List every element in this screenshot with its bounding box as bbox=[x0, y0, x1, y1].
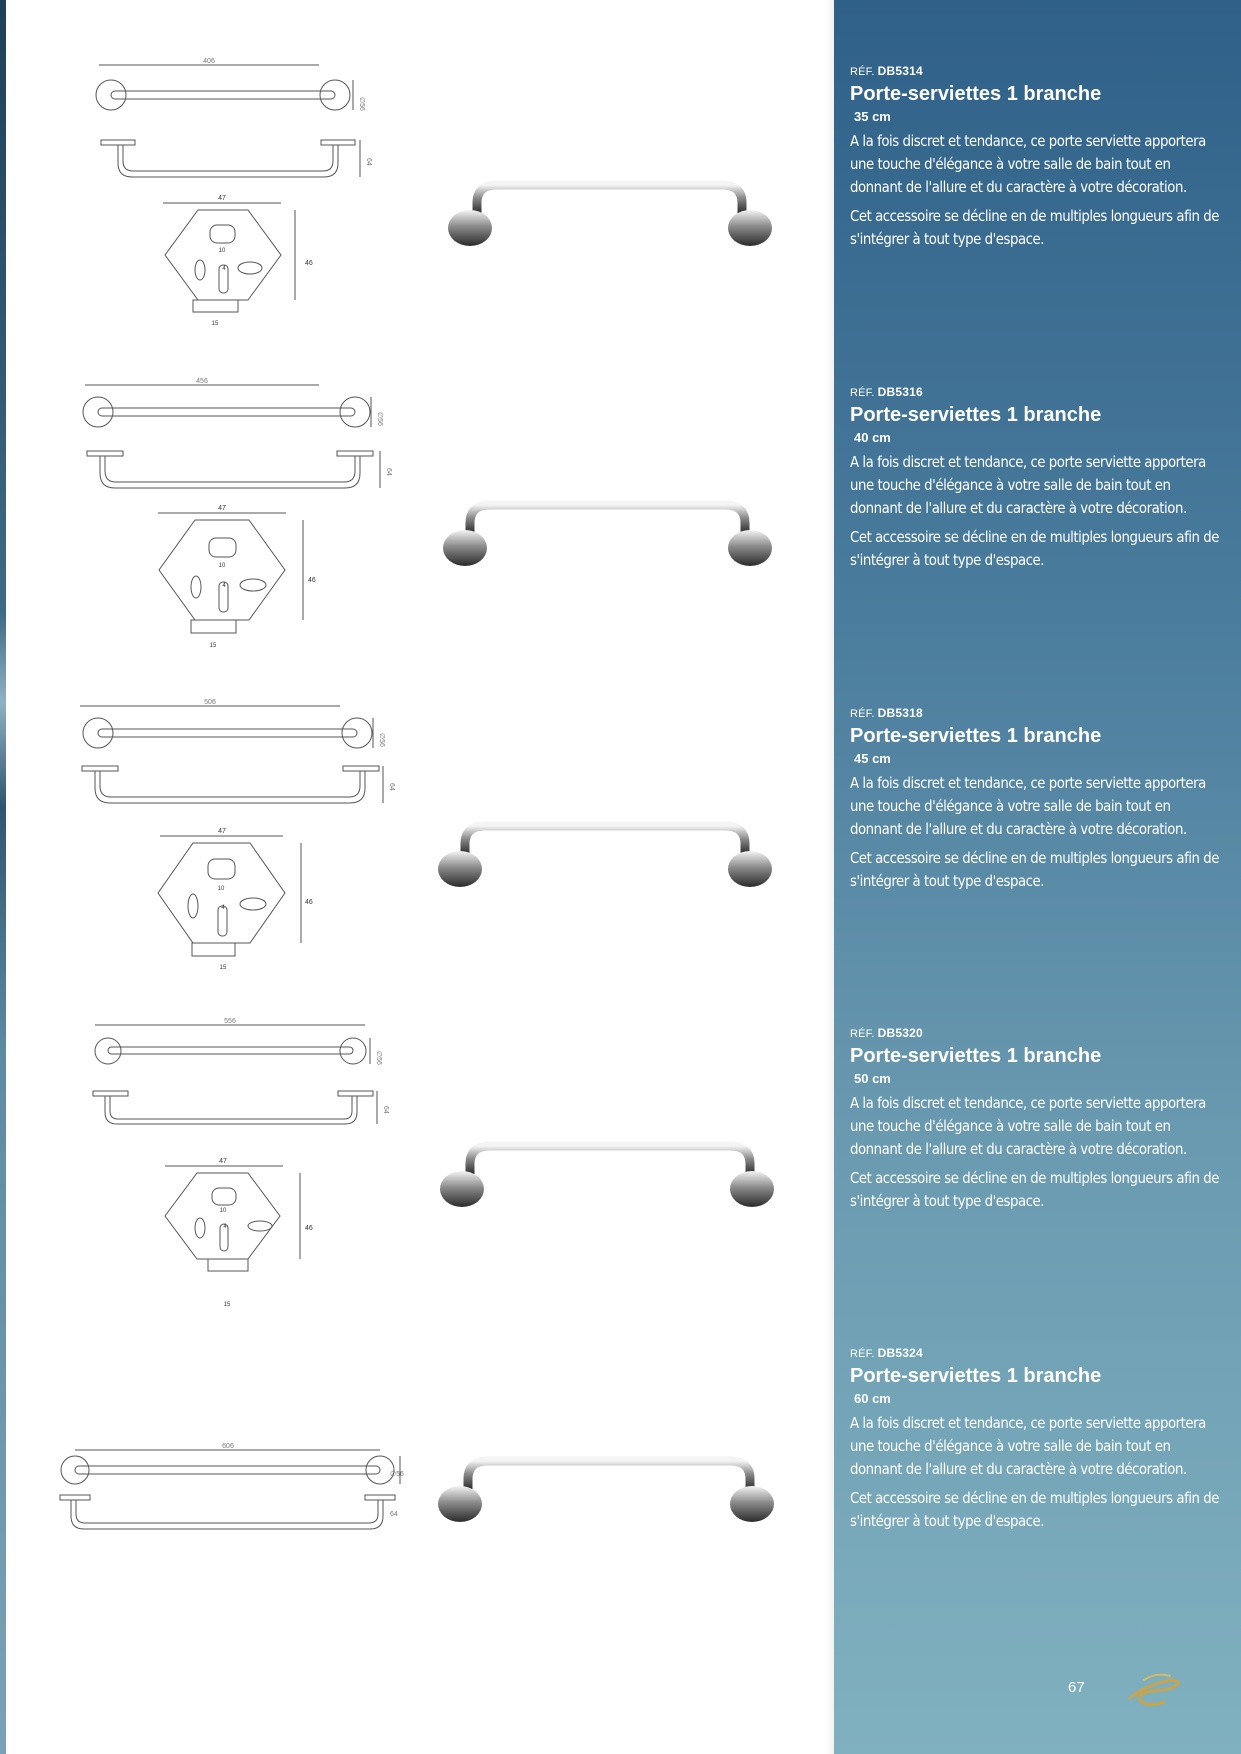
dim-base: 15 bbox=[209, 643, 217, 649]
product-size: 60 cm bbox=[854, 1391, 891, 1406]
product-description: A la fois discret et tendance, ce porte serviette apportera une touche d'élégance à votre salle de bain tout en donnant de l'allure et du caractère à votre décoration. bbox=[850, 1414, 1206, 1478]
product-ref: RÉF. DB5316 bbox=[850, 385, 923, 399]
technical-drawing bbox=[40, 1336, 404, 1656]
product-title: Porte-serviettes 1 branche bbox=[850, 725, 1102, 747]
page-number: 67 bbox=[1068, 1679, 1085, 1696]
dim-plate-width: 47 bbox=[218, 195, 226, 202]
product-info bbox=[850, 706, 1220, 899]
dim-slot: 4 bbox=[223, 1224, 227, 1230]
product-title: Porte-serviettes 1 branche bbox=[850, 404, 1102, 426]
product-description-variants: Cet accessoire se décline en de multiples longueurs afin de s'intégrer à tout type d'espace. bbox=[850, 849, 1219, 890]
technical-drawing bbox=[55, 696, 415, 1016]
dim-depth: 64 bbox=[390, 1511, 398, 1518]
dim-plate-width: 47 bbox=[218, 505, 226, 512]
product-photo bbox=[440, 173, 810, 253]
product-title: Porte-serviettes 1 branche bbox=[850, 1045, 1102, 1067]
product-title: Porte-serviettes 1 branche bbox=[850, 1365, 1102, 1387]
product-description-variants: Cet accessoire se décline en de multiples longueurs afin de s'intégrer à tout type d'espace. bbox=[850, 207, 1219, 248]
dim-length: 556 bbox=[224, 1018, 236, 1025]
product-info bbox=[850, 1026, 1220, 1219]
product-description-variants: Cet accessoire se décline en de multiples longueurs afin de s'intégrer à tout type d'espace. bbox=[850, 1169, 1219, 1210]
product-block-db5314 bbox=[0, 55, 1241, 375]
product-size: 45 cm bbox=[854, 751, 891, 766]
product-size: 50 cm bbox=[854, 1071, 891, 1086]
dim-depth: 64 bbox=[388, 783, 395, 791]
dim-plate-height: 46 bbox=[308, 577, 316, 584]
dim-plate-height: 46 bbox=[305, 899, 313, 906]
product-description: A la fois discret et tendance, ce porte serviette apportera une touche d'élégance à votre salle de bain tout en donnant de l'allure et du caractère à votre décoration. bbox=[850, 1094, 1206, 1158]
dim-slot: 4 bbox=[222, 266, 226, 272]
dim-plate-height: 46 bbox=[305, 260, 313, 267]
dim-depth: 64 bbox=[382, 1106, 389, 1114]
product-photo bbox=[440, 1134, 810, 1214]
product-description-variants: Cet accessoire se décline en de multiples longueurs afin de s'intégrer à tout type d'espace. bbox=[850, 1489, 1219, 1530]
product-block-db5320 bbox=[0, 1016, 1241, 1336]
technical-drawing bbox=[55, 1016, 415, 1336]
dim-diameter: ∅56 bbox=[390, 1471, 404, 1478]
product-description: A la fois discret et tendance, ce porte serviette apportera une touche d'élégance à votre salle de bain tout en donnant de l'allure et du caractère à votre décoration. bbox=[850, 132, 1206, 196]
dim-length: 406 bbox=[203, 58, 215, 65]
dim-base: 15 bbox=[219, 965, 227, 971]
dim-plate-width: 47 bbox=[218, 828, 226, 835]
dim-length: 506 bbox=[204, 699, 216, 706]
dim-base: 15 bbox=[223, 1302, 231, 1308]
dim-hole: 10 bbox=[218, 563, 226, 569]
product-block-db5324 bbox=[0, 1336, 1241, 1656]
dim-slot: 4 bbox=[221, 905, 225, 911]
product-block-db5318 bbox=[0, 696, 1241, 1016]
product-size: 35 cm bbox=[854, 109, 891, 124]
product-ref: RÉF. DB5324 bbox=[850, 1346, 923, 1360]
dim-hole: 10 bbox=[218, 248, 226, 254]
dim-base: 15 bbox=[211, 321, 219, 327]
dim-diameter: ∅56 bbox=[376, 412, 383, 426]
product-description-variants: Cet accessoire se décline en de multiples longueurs afin de s'intégrer à tout type d'espace. bbox=[850, 528, 1219, 569]
product-description: A la fois discret et tendance, ce porte serviette apportera une touche d'élégance à votre salle de bain tout en donnant de l'allure et du caractère à votre décoration. bbox=[850, 453, 1206, 517]
product-ref: RÉF. DB5320 bbox=[850, 1026, 923, 1040]
product-photo bbox=[440, 493, 810, 573]
dim-diameter: ∅56 bbox=[358, 97, 365, 111]
dim-hole: 10 bbox=[217, 886, 225, 892]
dim-length: 606 bbox=[222, 1443, 234, 1450]
product-title: Porte-serviettes 1 branche bbox=[850, 83, 1102, 105]
product-photo bbox=[440, 814, 810, 894]
product-info bbox=[850, 64, 1220, 257]
dim-slot: 4 bbox=[222, 583, 226, 589]
dim-plate-height: 46 bbox=[305, 1225, 313, 1232]
dim-plate-width: 47 bbox=[219, 1158, 227, 1165]
dim-depth: 64 bbox=[385, 468, 392, 476]
dim-diameter: ∅56 bbox=[378, 733, 385, 747]
product-ref: RÉF. DB5314 bbox=[850, 64, 923, 78]
technical-drawing bbox=[55, 55, 415, 375]
product-photo bbox=[440, 1449, 810, 1529]
product-info bbox=[850, 385, 1220, 578]
product-size: 40 cm bbox=[854, 430, 891, 445]
product-block-db5316 bbox=[0, 375, 1241, 695]
dim-diameter: ∅56 bbox=[375, 1051, 382, 1065]
dim-length: 456 bbox=[196, 378, 208, 385]
technical-drawing bbox=[55, 375, 415, 695]
product-description: A la fois discret et tendance, ce porte serviette apportera une touche d'élégance à votre salle de bain tout en donnant de l'allure et du caractère à votre décoration. bbox=[850, 774, 1206, 838]
dim-hole: 10 bbox=[219, 1208, 227, 1214]
product-ref: RÉF. DB5318 bbox=[850, 706, 923, 720]
dim-depth: 64 bbox=[365, 158, 372, 166]
product-info bbox=[850, 1346, 1220, 1539]
brand-logo-icon bbox=[1122, 1668, 1184, 1708]
